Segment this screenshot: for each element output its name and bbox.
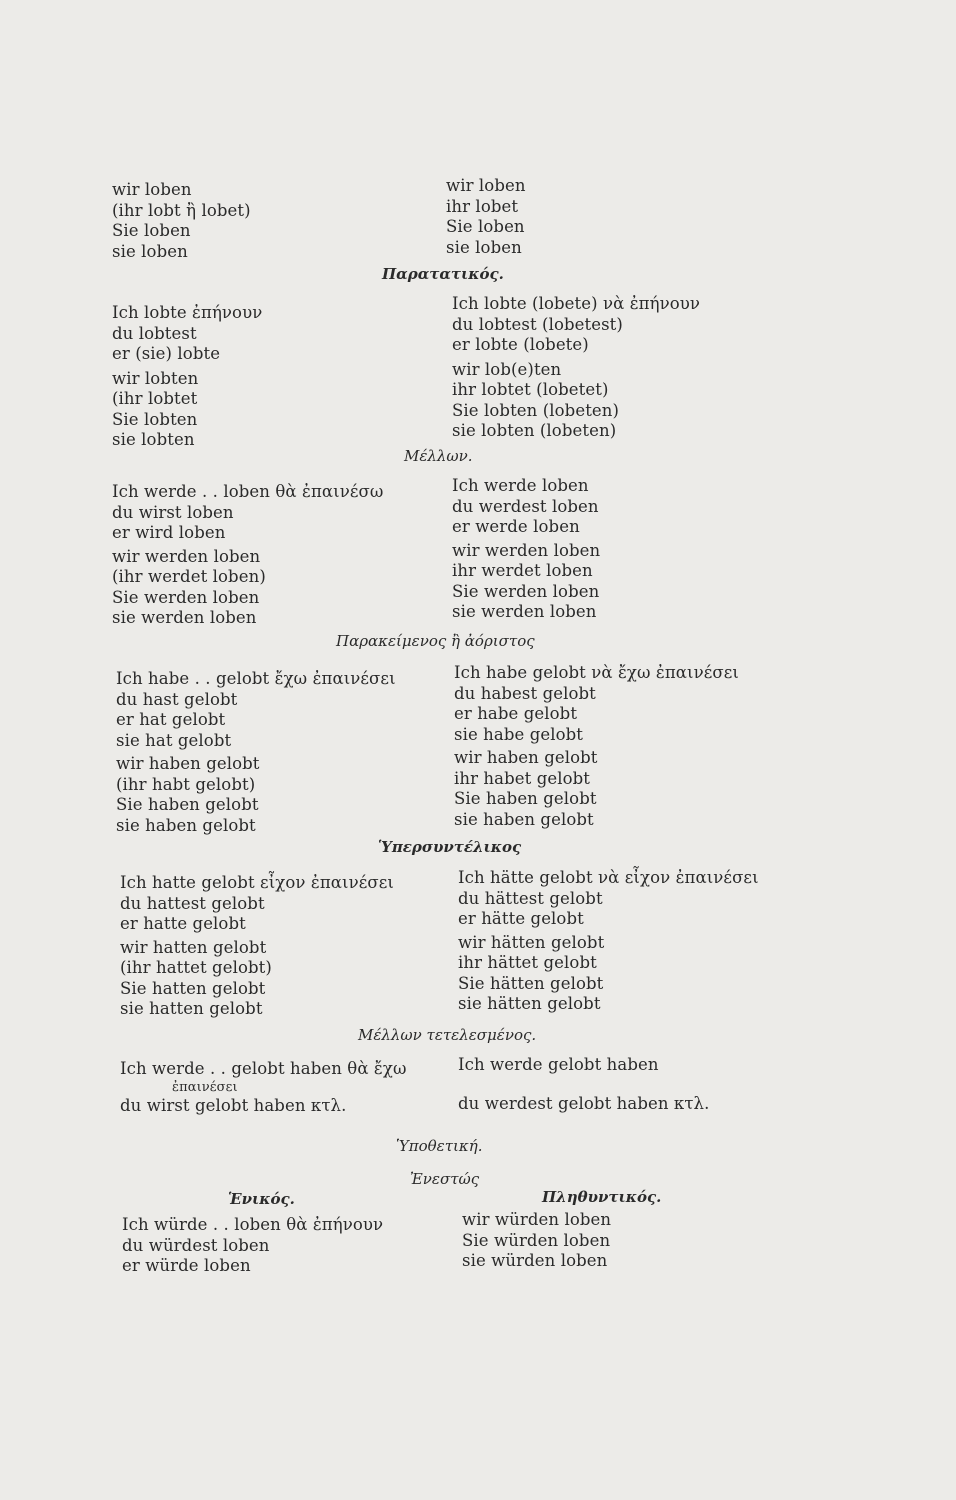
text-line: Sie loben — [446, 217, 525, 236]
present-right-column — [446, 176, 526, 258]
text-line: ihr habet gelobt — [454, 768, 591, 788]
text-line: er hätte gelobt — [458, 909, 584, 928]
conditional-left-column — [122, 1215, 383, 1277]
perfect-right-column — [454, 663, 739, 830]
text-line: sie hatten gelobt — [120, 999, 263, 1018]
future-perfect-left-column — [120, 1059, 407, 1116]
text-line: er wird loben — [112, 523, 226, 542]
text-line: Sie hatten gelobt — [120, 978, 266, 998]
imperfect-right-column — [452, 294, 700, 442]
text-line: Sie loben — [112, 221, 191, 240]
text-line: wir werden loben — [452, 540, 601, 560]
text-line: du würdest loben — [122, 1235, 270, 1255]
text-line: Ich werde gelobt haben — [458, 1055, 659, 1074]
heading-paratatikos: Παρατατικός. — [382, 265, 504, 283]
text-line: Sie hätten gelobt — [458, 973, 604, 993]
text-line: du lobtest (lobetest) — [452, 314, 623, 334]
text-line: er hat gelobt — [116, 710, 226, 729]
pluperfect-right-column — [458, 868, 759, 1015]
text-line: du hattest gelobt — [120, 893, 265, 913]
text-line: sie haben gelobt — [454, 809, 594, 829]
text-line: Ich lobte ἐπήνουν — [112, 303, 263, 322]
text-line: er (sie) lobte — [112, 344, 221, 363]
text-line: Ich habe gelobt νὰ ἔχω ἐπαινέσει — [454, 663, 739, 682]
text-line: (ihr werdet loben) — [112, 567, 266, 586]
text-line: sie habe gelobt — [454, 724, 584, 744]
future-perfect-right-column — [458, 1055, 709, 1114]
text-line: du hättest gelobt — [458, 888, 603, 908]
heading-plithyntikos: Πληθυντικός. — [542, 1188, 662, 1206]
text-line: Ich habe . . gelobt ἔχω ἐπαινέσει — [116, 669, 396, 688]
text-line: Ich werde loben — [452, 476, 589, 495]
text-line: wir hatten gelobt — [120, 937, 267, 957]
text-line: du werdest loben — [452, 496, 599, 516]
text-line: du lobtest — [112, 323, 197, 343]
text-line: Ich würde . . loben θὰ ἐπήνουν — [122, 1215, 384, 1234]
text-line: du habest gelobt — [454, 683, 596, 703]
text-line: sie hat gelobt — [116, 730, 232, 750]
text-line: er werde loben — [452, 517, 580, 536]
text-line: wir lobten — [112, 368, 199, 388]
text-line: ihr werdet loben — [452, 561, 593, 580]
text-line: sie werden loben — [452, 602, 597, 621]
text-line: (ihr hattet gelobt) — [120, 958, 272, 977]
text-line: Ich werde . . loben θὰ ἐπαινέσω — [112, 482, 384, 501]
text-line: sie lobten (lobeten) — [452, 421, 617, 440]
heading-mellon: Μέλλων. — [404, 447, 473, 465]
text-line: (ihr lobtet — [112, 389, 198, 408]
text-line: Sie würden loben — [462, 1230, 611, 1250]
text-line: sie werden loben — [112, 608, 257, 627]
text-line: er habe gelobt — [454, 704, 578, 723]
text-line: du wirst gelobt haben κτλ. — [120, 1095, 347, 1115]
text-line: wir haben gelobt — [454, 748, 598, 767]
text-line: sie würden loben — [462, 1251, 608, 1270]
heading-enestos: Ἐνεστώς — [410, 1170, 480, 1188]
text-line: wir hätten gelobt — [458, 932, 605, 952]
text-line: sie lobten — [112, 430, 195, 449]
heading-enikos: Ἑνικός. — [228, 1190, 295, 1208]
text-line: sie loben — [446, 237, 522, 257]
text-line: (ihr lobt ἢ lobet) — [112, 200, 251, 220]
text-line: Ich werde . . gelobt haben θὰ ἔχω — [120, 1059, 407, 1078]
text-line: er lobte (lobete) — [452, 335, 589, 354]
text-line: ihr hättet gelobt — [458, 953, 597, 972]
text-line: Sie lobten — [112, 409, 198, 429]
text-line: Ich lobte (lobete) νὰ ἐπήνουν — [452, 294, 701, 313]
text-line: Ich hatte gelobt εἶχον ἐπαινέσει — [120, 873, 394, 892]
text-line: ἐπαινέσει — [172, 1079, 238, 1095]
future-left-column — [112, 482, 383, 629]
text-line: wir haben gelobt — [116, 754, 260, 773]
text-line: sie hätten gelobt — [458, 994, 601, 1013]
imperfect-left-column — [112, 303, 262, 451]
conditional-right-column — [462, 1210, 611, 1272]
perfect-left-column — [116, 669, 396, 836]
text-line: ihr lobet — [446, 196, 519, 216]
text-line: (ihr habt gelobt) — [116, 774, 256, 794]
text-line: wir werden loben — [112, 546, 261, 566]
text-line: du wirst loben — [112, 502, 234, 522]
text-line: Sie werden loben — [452, 581, 600, 601]
text-line: er würde loben — [122, 1256, 251, 1275]
text-line: ihr lobtet (lobetet) — [452, 380, 609, 399]
text-line: wir würden loben — [462, 1210, 612, 1229]
text-line: wir loben — [446, 176, 526, 195]
text-line: Sie lobten (lobeten) — [452, 400, 620, 420]
text-line: sie loben — [112, 241, 188, 261]
heading-hypothetiki: Ὑποθετική. — [396, 1137, 483, 1155]
heading-parakeimenos: Παρακείμενος ἢ ἀόριστος — [336, 632, 535, 650]
text-line: wir lob(e)ten — [452, 359, 562, 379]
text-line: du werdest gelobt haben κτλ. — [458, 1093, 710, 1113]
heading-hypersyntelikos: Ὑπερσυντέλικος — [378, 838, 522, 856]
text-line: sie haben gelobt — [116, 815, 256, 835]
heading-mellon-tetelesmenos: Μέλλων τετελεσμένος. — [358, 1026, 537, 1044]
text-line: wir loben — [112, 180, 192, 199]
text-line: Ich hätte gelobt νὰ εἶχον ἐπαινέσει — [458, 868, 759, 887]
text-line: er hatte gelobt — [120, 914, 246, 933]
future-right-column — [452, 476, 600, 623]
text-line: Sie haben gelobt — [116, 795, 259, 814]
text-line: Sie haben gelobt — [454, 789, 597, 808]
text-line: Sie werden loben — [112, 587, 260, 607]
pluperfect-left-column — [120, 873, 394, 1020]
text-line: du hast gelobt — [116, 689, 238, 709]
present-left-column — [112, 180, 251, 262]
